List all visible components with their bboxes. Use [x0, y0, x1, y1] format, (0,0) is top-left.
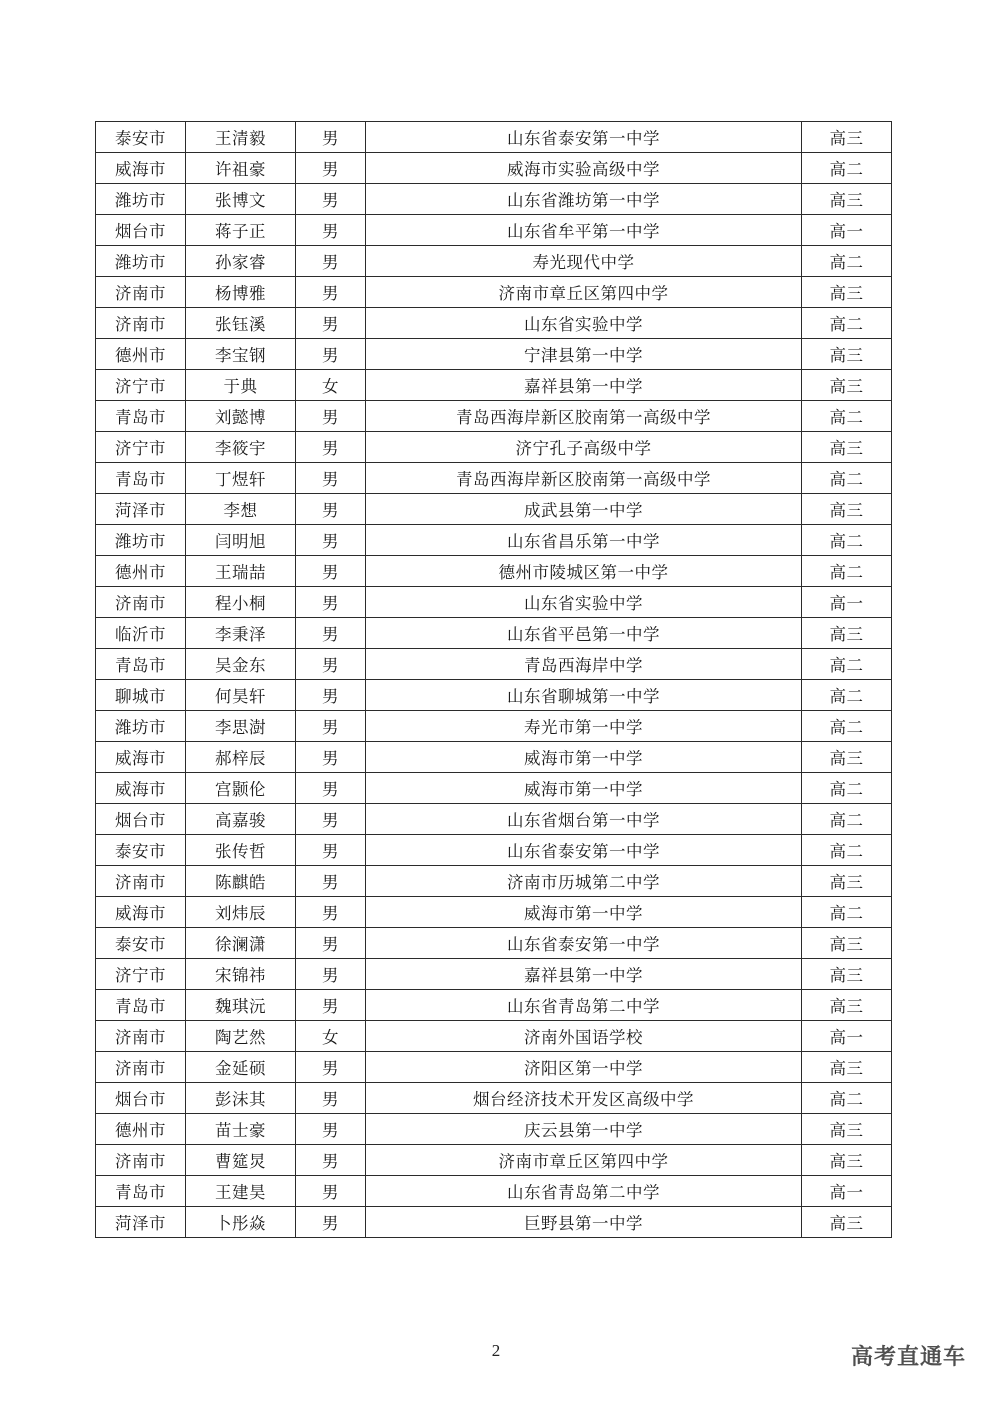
cell-school: 青岛西海岸中学: [366, 649, 802, 680]
table-row: [96, 153, 892, 184]
cell-grade: 高三: [802, 432, 892, 463]
cell-name: 彭沫其: [186, 1083, 296, 1114]
cell-grade: 高一: [802, 1176, 892, 1207]
cell-name: 刘懿博: [186, 401, 296, 432]
cell-school: 庆云县第一中学: [366, 1114, 802, 1145]
cell-school: 德州市陵城区第一中学: [366, 556, 802, 587]
table-row: [96, 246, 892, 277]
cell-grade: 高一: [802, 215, 892, 246]
cell-school: 山东省聊城第一中学: [366, 680, 802, 711]
cell-gender: 男: [296, 866, 366, 897]
table-row: [96, 432, 892, 463]
cell-school: 嘉祥县第一中学: [366, 370, 802, 401]
cell-name: 孙家睿: [186, 246, 296, 277]
cell-city: 济南市: [96, 587, 186, 618]
cell-name: 李思澍: [186, 711, 296, 742]
table-row: [96, 494, 892, 525]
cell-grade: 高二: [802, 1083, 892, 1114]
cell-name: 陶艺然: [186, 1021, 296, 1052]
cell-city: 威海市: [96, 897, 186, 928]
cell-grade: 高二: [802, 773, 892, 804]
cell-name: 金延硕: [186, 1052, 296, 1083]
cell-name: 李想: [186, 494, 296, 525]
cell-grade: 高三: [802, 370, 892, 401]
cell-name: 李筱宇: [186, 432, 296, 463]
cell-gender: 男: [296, 1176, 366, 1207]
student-table: [95, 121, 892, 1238]
cell-name: 张传哲: [186, 835, 296, 866]
cell-grade: 高三: [802, 959, 892, 990]
cell-school: 济阳区第一中学: [366, 1052, 802, 1083]
cell-gender: 男: [296, 401, 366, 432]
cell-gender: 男: [296, 1207, 366, 1238]
page-number: 2: [491, 1341, 501, 1360]
cell-name: 宫颢伦: [186, 773, 296, 804]
table-row: [96, 215, 892, 246]
cell-school: 济南外国语学校: [366, 1021, 802, 1052]
cell-name: 郝梓辰: [186, 742, 296, 773]
cell-city: 济南市: [96, 1052, 186, 1083]
cell-school: 宁津县第一中学: [366, 339, 802, 370]
cell-name: 许祖豪: [186, 153, 296, 184]
table-row: [96, 804, 892, 835]
cell-city: 青岛市: [96, 649, 186, 680]
cell-name: 刘炜辰: [186, 897, 296, 928]
table-row: [96, 990, 892, 1021]
cell-school: 青岛西海岸新区胶南第一高级中学: [366, 401, 802, 432]
cell-name: 何昊轩: [186, 680, 296, 711]
cell-grade: 高二: [802, 556, 892, 587]
cell-grade: 高二: [802, 525, 892, 556]
table-row: [96, 401, 892, 432]
table-row: [96, 370, 892, 401]
cell-name: 王建昊: [186, 1176, 296, 1207]
cell-school: 济南市章丘区第四中学: [366, 1145, 802, 1176]
cell-school: 威海市第一中学: [366, 742, 802, 773]
cell-gender: 男: [296, 1145, 366, 1176]
cell-school: 威海市第一中学: [366, 773, 802, 804]
cell-city: 菏泽市: [96, 1207, 186, 1238]
cell-grade: 高三: [802, 866, 892, 897]
cell-gender: 男: [296, 804, 366, 835]
cell-grade: 高三: [802, 494, 892, 525]
cell-city: 德州市: [96, 1114, 186, 1145]
table-row: [96, 711, 892, 742]
cell-name: 苗士豪: [186, 1114, 296, 1145]
cell-gender: 男: [296, 215, 366, 246]
cell-name: 高嘉骏: [186, 804, 296, 835]
table-row: [96, 1083, 892, 1114]
cell-city: 威海市: [96, 773, 186, 804]
cell-school: 济宁孔子高级中学: [366, 432, 802, 463]
cell-gender: 男: [296, 525, 366, 556]
cell-grade: 高三: [802, 928, 892, 959]
table-row: [96, 556, 892, 587]
table-row: [96, 308, 892, 339]
cell-grade: 高二: [802, 401, 892, 432]
table-row: [96, 959, 892, 990]
cell-name: 吴金东: [186, 649, 296, 680]
cell-grade: 高二: [802, 804, 892, 835]
cell-city: 菏泽市: [96, 494, 186, 525]
cell-grade: 高二: [802, 897, 892, 928]
table-row: [96, 587, 892, 618]
cell-grade: 高二: [802, 246, 892, 277]
cell-name: 杨博雅: [186, 277, 296, 308]
cell-gender: 男: [296, 432, 366, 463]
cell-grade: 高三: [802, 1052, 892, 1083]
table-row: [96, 866, 892, 897]
cell-school: 青岛西海岸新区胶南第一高级中学: [366, 463, 802, 494]
table-row: [96, 618, 892, 649]
cell-gender: 男: [296, 494, 366, 525]
cell-grade: 高三: [802, 184, 892, 215]
cell-grade: 高三: [802, 1114, 892, 1145]
cell-city: 济南市: [96, 1021, 186, 1052]
cell-city: 德州市: [96, 556, 186, 587]
cell-school: 济南市历城第二中学: [366, 866, 802, 897]
cell-name: 闫明旭: [186, 525, 296, 556]
cell-gender: 男: [296, 587, 366, 618]
student-table-body: [96, 122, 892, 1238]
table-row: [96, 339, 892, 370]
cell-school: 山东省青岛第二中学: [366, 990, 802, 1021]
cell-gender: 男: [296, 339, 366, 370]
cell-name: 程小桐: [186, 587, 296, 618]
table-row: [96, 277, 892, 308]
cell-city: 青岛市: [96, 463, 186, 494]
table-row: [96, 525, 892, 556]
cell-name: 徐澜潇: [186, 928, 296, 959]
table-row: [96, 928, 892, 959]
cell-name: 丁煜轩: [186, 463, 296, 494]
cell-name: 张博文: [186, 184, 296, 215]
cell-name: 曹筵炅: [186, 1145, 296, 1176]
cell-gender: 男: [296, 711, 366, 742]
cell-city: 烟台市: [96, 1083, 186, 1114]
cell-school: 山东省泰安第一中学: [366, 928, 802, 959]
table-row: [96, 680, 892, 711]
cell-gender: 男: [296, 153, 366, 184]
cell-school: 山东省潍坊第一中学: [366, 184, 802, 215]
cell-grade: 高二: [802, 153, 892, 184]
cell-city: 泰安市: [96, 835, 186, 866]
table-row: [96, 1176, 892, 1207]
cell-school: 嘉祥县第一中学: [366, 959, 802, 990]
cell-city: 济南市: [96, 866, 186, 897]
cell-school: 山东省泰安第一中学: [366, 122, 802, 153]
cell-gender: 男: [296, 959, 366, 990]
cell-city: 临沂市: [96, 618, 186, 649]
cell-city: 泰安市: [96, 928, 186, 959]
cell-gender: 男: [296, 277, 366, 308]
cell-school: 山东省实验中学: [366, 308, 802, 339]
table-row: [96, 184, 892, 215]
cell-gender: 男: [296, 1114, 366, 1145]
cell-name: 王瑞喆: [186, 556, 296, 587]
cell-city: 烟台市: [96, 215, 186, 246]
cell-school: 山东省昌乐第一中学: [366, 525, 802, 556]
cell-grade: 高三: [802, 1145, 892, 1176]
cell-grade: 高三: [802, 742, 892, 773]
cell-name: 蒋子正: [186, 215, 296, 246]
cell-city: 济宁市: [96, 959, 186, 990]
cell-school: 山东省烟台第一中学: [366, 804, 802, 835]
cell-city: 潍坊市: [96, 525, 186, 556]
cell-grade: 高一: [802, 587, 892, 618]
table-row: [96, 897, 892, 928]
cell-city: 潍坊市: [96, 711, 186, 742]
cell-gender: 男: [296, 742, 366, 773]
cell-name: 卜彤焱: [186, 1207, 296, 1238]
cell-name: 王清毅: [186, 122, 296, 153]
cell-school: 巨野县第一中学: [366, 1207, 802, 1238]
table-row: [96, 1145, 892, 1176]
cell-city: 青岛市: [96, 401, 186, 432]
cell-gender: 男: [296, 773, 366, 804]
cell-gender: 男: [296, 463, 366, 494]
table-row: [96, 1052, 892, 1083]
cell-school: 威海市第一中学: [366, 897, 802, 928]
cell-gender: 男: [296, 680, 366, 711]
cell-grade: 高二: [802, 463, 892, 494]
cell-gender: 男: [296, 649, 366, 680]
table-row: [96, 122, 892, 153]
cell-school: 济南市章丘区第四中学: [366, 277, 802, 308]
cell-grade: 高二: [802, 308, 892, 339]
cell-gender: 男: [296, 184, 366, 215]
cell-gender: 男: [296, 835, 366, 866]
table-row: [96, 1114, 892, 1145]
cell-city: 威海市: [96, 742, 186, 773]
cell-grade: 高三: [802, 339, 892, 370]
cell-gender: 男: [296, 618, 366, 649]
cell-grade: 高三: [802, 618, 892, 649]
cell-city: 青岛市: [96, 1176, 186, 1207]
cell-gender: 男: [296, 897, 366, 928]
cell-city: 德州市: [96, 339, 186, 370]
cell-city: 聊城市: [96, 680, 186, 711]
cell-school: 寿光现代中学: [366, 246, 802, 277]
cell-city: 济南市: [96, 277, 186, 308]
cell-grade: 高二: [802, 649, 892, 680]
cell-city: 威海市: [96, 153, 186, 184]
cell-city: 济南市: [96, 308, 186, 339]
cell-school: 寿光市第一中学: [366, 711, 802, 742]
student-table-container: [95, 121, 891, 1238]
cell-gender: 女: [296, 1021, 366, 1052]
cell-name: 李秉泽: [186, 618, 296, 649]
cell-city: 潍坊市: [96, 246, 186, 277]
cell-gender: 女: [296, 370, 366, 401]
cell-gender: 男: [296, 308, 366, 339]
cell-grade: 高二: [802, 711, 892, 742]
cell-grade: 高二: [802, 680, 892, 711]
cell-city: 潍坊市: [96, 184, 186, 215]
cell-grade: 高三: [802, 1207, 892, 1238]
table-row: [96, 742, 892, 773]
cell-name: 于典: [186, 370, 296, 401]
cell-school: 威海市实验高级中学: [366, 153, 802, 184]
cell-gender: 男: [296, 990, 366, 1021]
cell-name: 陈麒皓: [186, 866, 296, 897]
cell-city: 泰安市: [96, 122, 186, 153]
table-row: [96, 463, 892, 494]
table-row: [96, 773, 892, 804]
cell-school: 山东省平邑第一中学: [366, 618, 802, 649]
cell-gender: 男: [296, 556, 366, 587]
table-row: [96, 649, 892, 680]
table-row: [96, 835, 892, 866]
cell-name: 宋锦祎: [186, 959, 296, 990]
cell-gender: 男: [296, 246, 366, 277]
cell-city: 济宁市: [96, 370, 186, 401]
cell-school: 山东省泰安第一中学: [366, 835, 802, 866]
cell-grade: 高二: [802, 835, 892, 866]
cell-grade: 高一: [802, 1021, 892, 1052]
cell-school: 山东省青岛第二中学: [366, 1176, 802, 1207]
cell-grade: 高三: [802, 990, 892, 1021]
cell-name: 张钰溪: [186, 308, 296, 339]
cell-city: 济宁市: [96, 432, 186, 463]
cell-gender: 男: [296, 1052, 366, 1083]
table-row: [96, 1021, 892, 1052]
cell-city: 济南市: [96, 1145, 186, 1176]
cell-name: 魏琪沅: [186, 990, 296, 1021]
table-row: [96, 1207, 892, 1238]
cell-school: 山东省牟平第一中学: [366, 215, 802, 246]
cell-grade: 高三: [802, 277, 892, 308]
cell-school: 烟台经济技术开发区高级中学: [366, 1083, 802, 1114]
cell-gender: 男: [296, 928, 366, 959]
cell-grade: 高三: [802, 122, 892, 153]
cell-school: 山东省实验中学: [366, 587, 802, 618]
cell-school: 成武县第一中学: [366, 494, 802, 525]
cell-gender: 男: [296, 1083, 366, 1114]
cell-city: 烟台市: [96, 804, 186, 835]
cell-city: 青岛市: [96, 990, 186, 1021]
cell-gender: 男: [296, 122, 366, 153]
watermark-text: 高考直通车: [850, 1344, 966, 1369]
cell-name: 李宝钢: [186, 339, 296, 370]
